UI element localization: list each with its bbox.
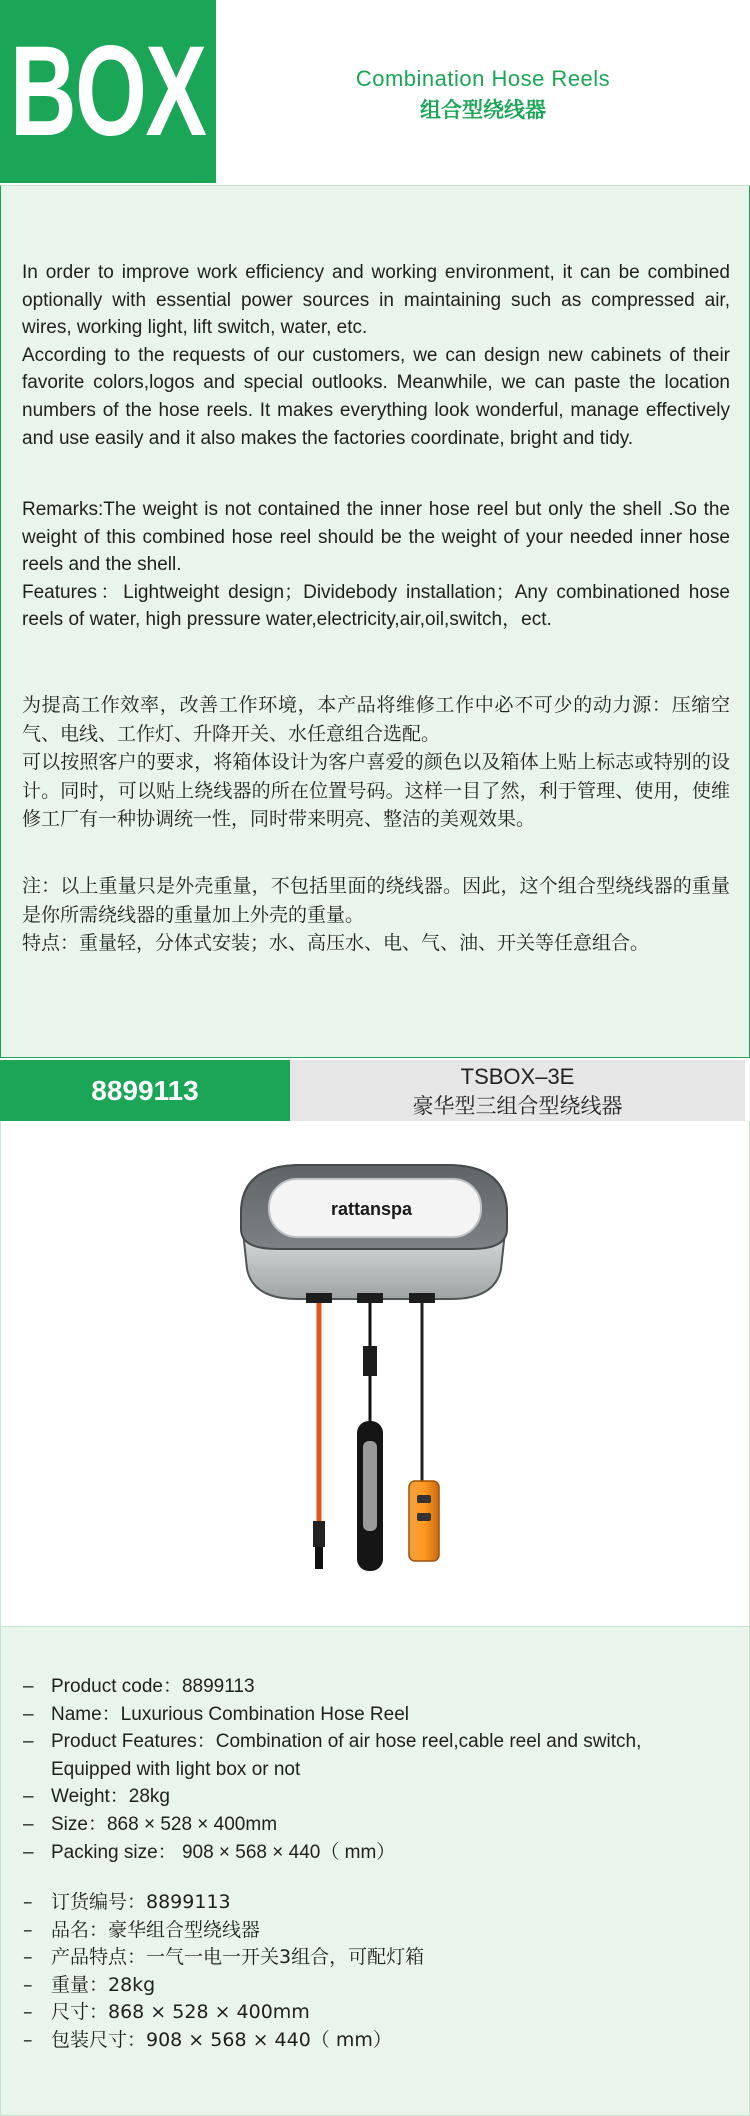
spec-panel [0,1626,750,2116]
spec-item: – 产品特点：一气一电一开关3组合，可配灯箱 [23,1944,723,1972]
title-english: Combination Hose Reels [355,66,611,91]
spec-item: – 重量：28kg [23,1972,723,2000]
brand-logo: rattanspa [331,1199,413,1219]
box-logo-text: BOX [10,19,206,163]
spec-item: – Name：Luxurious Combination Hose Reel [23,1701,723,1729]
outlet-cable [357,1293,383,1303]
remarks-paragraph: Remarks:The weight is not contained the inner hose reel but only the shell .So the weight of this combined hose reel should be the weight of your needed inner hose reels and the shell. [22,499,730,576]
chinese-intro-paragraph: 为提高工作效率，改善工作环境，本产品将维修工作中必不可少的动力源：压缩空气、电线、工作灯、升降开关、水任意组合选配。 [22,694,730,745]
product-header-bar [0,1060,750,1121]
spec-item: – 尺寸：868 × 528 × 400mm [23,1999,723,2027]
chinese-features-paragraph: 特点：重量轻，分体式安装；水、高压水、电、气、油、开关等任意组合。 [22,932,650,954]
spec-item: – Weight：28kg [23,1783,723,1811]
spec-item: – Packing size： 908 × 568 × 440（ mm） [23,1839,723,1867]
box-logo [0,0,216,183]
features-paragraph: Features：Lightweight design；Dividebody installation；Any combinationed hose reels of water, high pressure water,electricity,air,oil,switch，ect. [22,581,730,631]
hose-reel-box-image [1,1121,749,1626]
product-image-area [0,1121,750,1626]
switch-button-down [417,1513,431,1521]
chinese-remarks-paragraph: 注：以上重量只是外壳重量，不包括里面的绕线器。因此，这个组合型绕线器的重量是你所需绕线器的重量加上外壳的重量。 [22,875,730,926]
spec-item: – Product code：8899113 [23,1673,723,1701]
spec-item: – 订货编号：8899113 [23,1889,723,1917]
model-name-chinese: 豪华型三组合型绕线器 [412,1094,623,1118]
spec-item: – 品名：豪华组合型绕线器 [23,1917,723,1945]
air-coupler-tip [315,1547,323,1569]
spec-list-chinese [23,1889,723,2055]
chinese-remarks [22,872,730,958]
spec-item: – 包装尺寸：908 × 568 × 440（ mm） [23,2027,723,2055]
english-intro [22,259,730,452]
header-title [216,66,750,124]
work-lamp-lens [363,1441,377,1531]
air-coupler [313,1521,325,1547]
title-chinese: 组合型绕线器 [420,98,546,122]
outlet-switch [409,1293,435,1303]
cable-plug [363,1346,377,1376]
chinese-intro [22,691,730,834]
switch-button-up [417,1495,431,1503]
model-number: TSBOX–3E [460,1064,575,1089]
spec-item: – Product Features：Combination of air hose reel,cable reel and switch, Equipped with light box or not [23,1728,723,1783]
english-intro-paragraph: In order to improve work efficiency and working environment, it can be combined optionally with essential power sources in maintaining such as compressed air, wires, working light, lift switch, water, etc. [22,262,730,339]
product-model-box [290,1060,745,1121]
product-code-badge: 8899113 [0,1060,290,1121]
page-header [0,0,750,185]
chinese-intro-paragraph: 可以按照客户的要求，将箱体设计为客户喜爱的颜色以及箱体上贴上标志或特别的设计。同时，可以贴上绕线器的所在位置号码。这样一目了然，利于管理、使用，使维修工厂有一种协调统一性，同时带来明亮、整洁的美观效果。 [22,751,730,830]
description-panel [0,185,750,1058]
english-remarks [22,496,730,634]
english-intro-paragraph: According to the requests of our customers, we can design new cabinets of their favorite colors,logos and special outlooks. Meanwhile, we can paste the location numbers of the hose reels. It makes everything look wonderful, manage effectively and use easily and it also makes the factories coordinate, bright and tidy. [22,344,730,449]
spec-list-english [23,1673,723,1866]
spec-item: – Size：868 × 528 × 400mm [23,1811,723,1839]
outlet-air [306,1293,332,1303]
